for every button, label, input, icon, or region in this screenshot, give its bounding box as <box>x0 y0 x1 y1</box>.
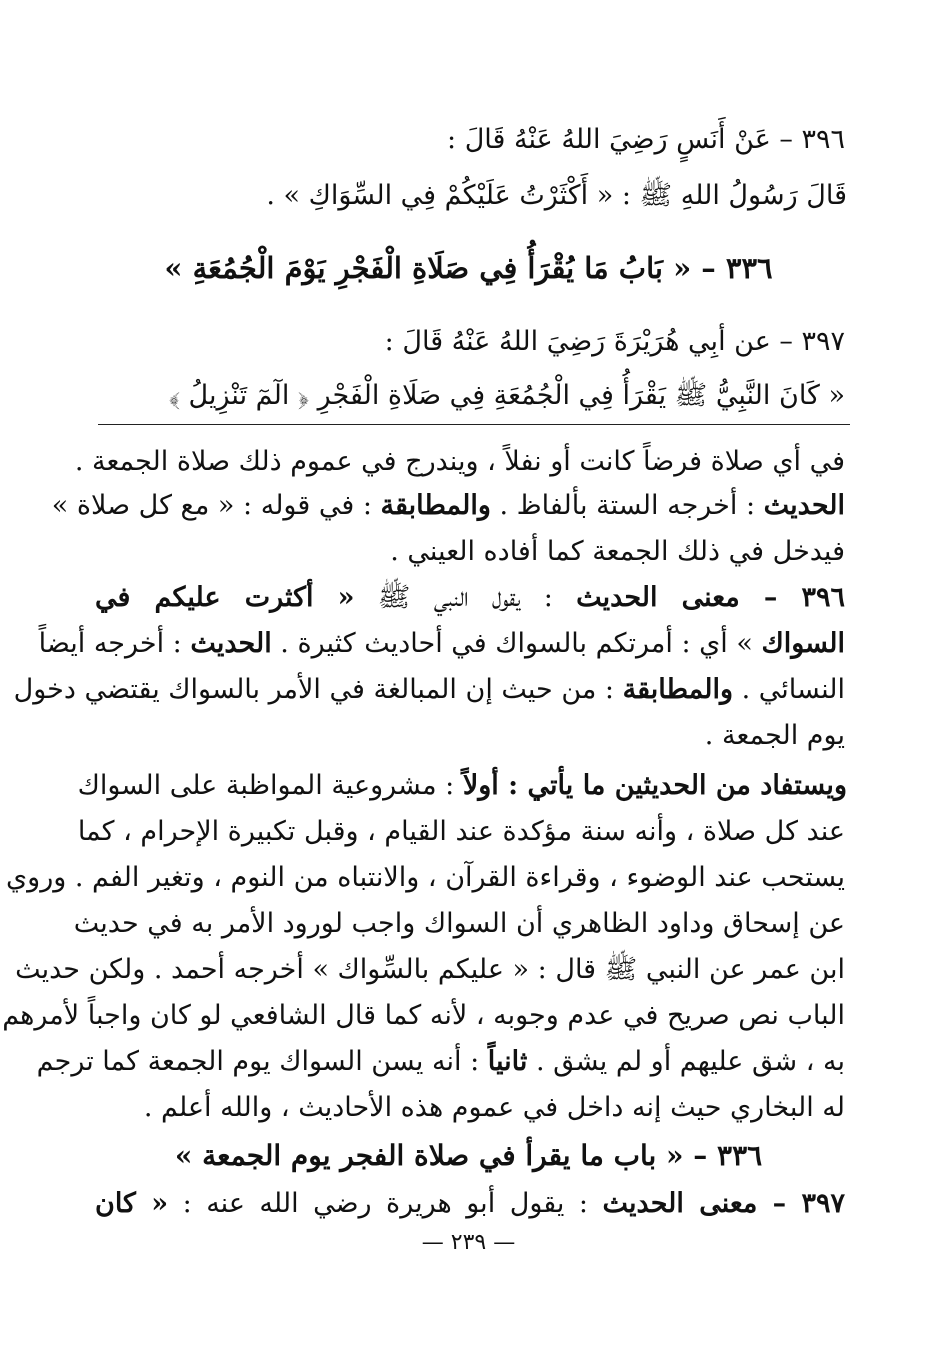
commentary-line: به ، شق عليهم أو لم يشق . ثانياً : أنه يسن السواك يوم الجمعة كما ترجم <box>36 1046 845 1077</box>
commentary-line: له البخاري حيث إنه داخل في عموم هذه الأحاديث ، والله أعلم . <box>143 1092 845 1123</box>
commentary-line: النسائي . والمطابقة : من حيث إن المبالغة في الأمر بالسواك يقتضي دخول <box>13 674 845 705</box>
chapter-336-commentary-heading: ٣٣٦ – « باب ما يقرأ في صلاة الفجر يوم الجمعة » <box>174 1139 763 1172</box>
benefits-heading: ويستفاد من الحديثين ما يأتي : أولاً <box>462 770 847 801</box>
term-hadith: الحديث <box>190 628 272 659</box>
hadith-396-text: قَالَ رَسُولُ اللهِ ﷺ : « أَكْثَرْتُ عَلَيْكُمْ فِي السِّوَاكِ » . <box>266 180 847 211</box>
commentary-line: ويستفاد من الحديثين ما يأتي : أولاً : مشروعية المواظبة على السواك <box>77 770 847 801</box>
commentary-line: ابن عمر عن النبي ﷺ قال : « عليكم بالسِّواك » أخرجه أحمد . ولكن حديث <box>15 954 845 985</box>
commentary-line: عند كل صلاة ، وأنه سنة مؤكدة عند القيام ، وقبل تكبيرة الإحرام ، كما <box>77 816 845 847</box>
term-hadith: الحديث <box>763 490 845 521</box>
term-mutabaqa: والمطابقة <box>380 490 491 521</box>
commentary-line: يستحب عند الوضوء ، وقراءة القرآن ، والانتباه من النوم ، وتغير الفم . وروي <box>6 862 845 893</box>
commentary-line: السواك » أي : أمرتكم بالسواك في أحاديث كثيرة . الحديث : أخرجه أيضاً <box>38 628 845 659</box>
hadith-397-intro: ٣٩٧ – عن أبِي هُرَيْرَةَ رَضِيَ اللهُ عَنْهُ قَالَ : <box>384 326 845 357</box>
hadith-397-text: « كَانَ النَّبِيُّ ﷺ يَقْرَأُ فِي الْجُمُعَةِ فِي صَلَاةِ الْفَجْرِ ﴿ الٓمٓ تَنْزِيلُ ﴾ <box>168 380 845 411</box>
commentary-line: في أي صلاة فرضاً كانت أو نفلاً ، ويندرج في عموم ذلك صلاة الجمعة . <box>74 446 845 477</box>
chapter-336-heading: ٣٣٦ – « بَابُ مَا يُقْرَأُ فِي صَلَاةِ الْفَجْرِ يَوْمَ الْجُمُعَةِ » <box>164 251 773 285</box>
commentary-line: يوم الجمعة . <box>704 720 845 751</box>
commentary-line: الحديث : أخرجه الستة بألفاظ . والمطابقة : في قوله : « مع كل صلاة » <box>51 490 845 521</box>
section-397-meaning: ٣٩٧ – معنى الحديث <box>602 1188 845 1219</box>
page-number: — ٢٣٩ — <box>421 1230 516 1255</box>
commentary-line: عن إسحاق وداود الظاهري أن السواك واجب لورود الأمر به في حديث <box>73 908 845 939</box>
commentary-line: فيدخل في ذلك الجمعة كما أفاده العيني . <box>390 536 845 567</box>
hadith-396-intro: ٣٩٦ – عَنْ أَنَسٍ رَضِيَ اللهُ عَنْهُ قَالَ : <box>447 124 845 155</box>
commentary-line: ٣٩٧ – معنى الحديث : يقول أبو هريرة رضي الله عنه : « كان <box>95 1188 845 1219</box>
section-396-meaning: ٣٩٦ – معنى الحديث <box>576 582 845 613</box>
separator-rule <box>98 424 850 425</box>
term-mutabaqa: والمطابقة <box>622 674 734 705</box>
commentary-line: ٣٩٦ – معنى الحديث : يقول النبي ﷺ « أكثرت عليكم في <box>95 582 845 613</box>
term-thaniyan: ثانياً <box>487 1046 528 1077</box>
commentary-line: الباب نص صريح في عدم وجوبه ، لأنه كما قال الشافعي لو كان واجباً لأمرهم <box>2 1000 845 1031</box>
